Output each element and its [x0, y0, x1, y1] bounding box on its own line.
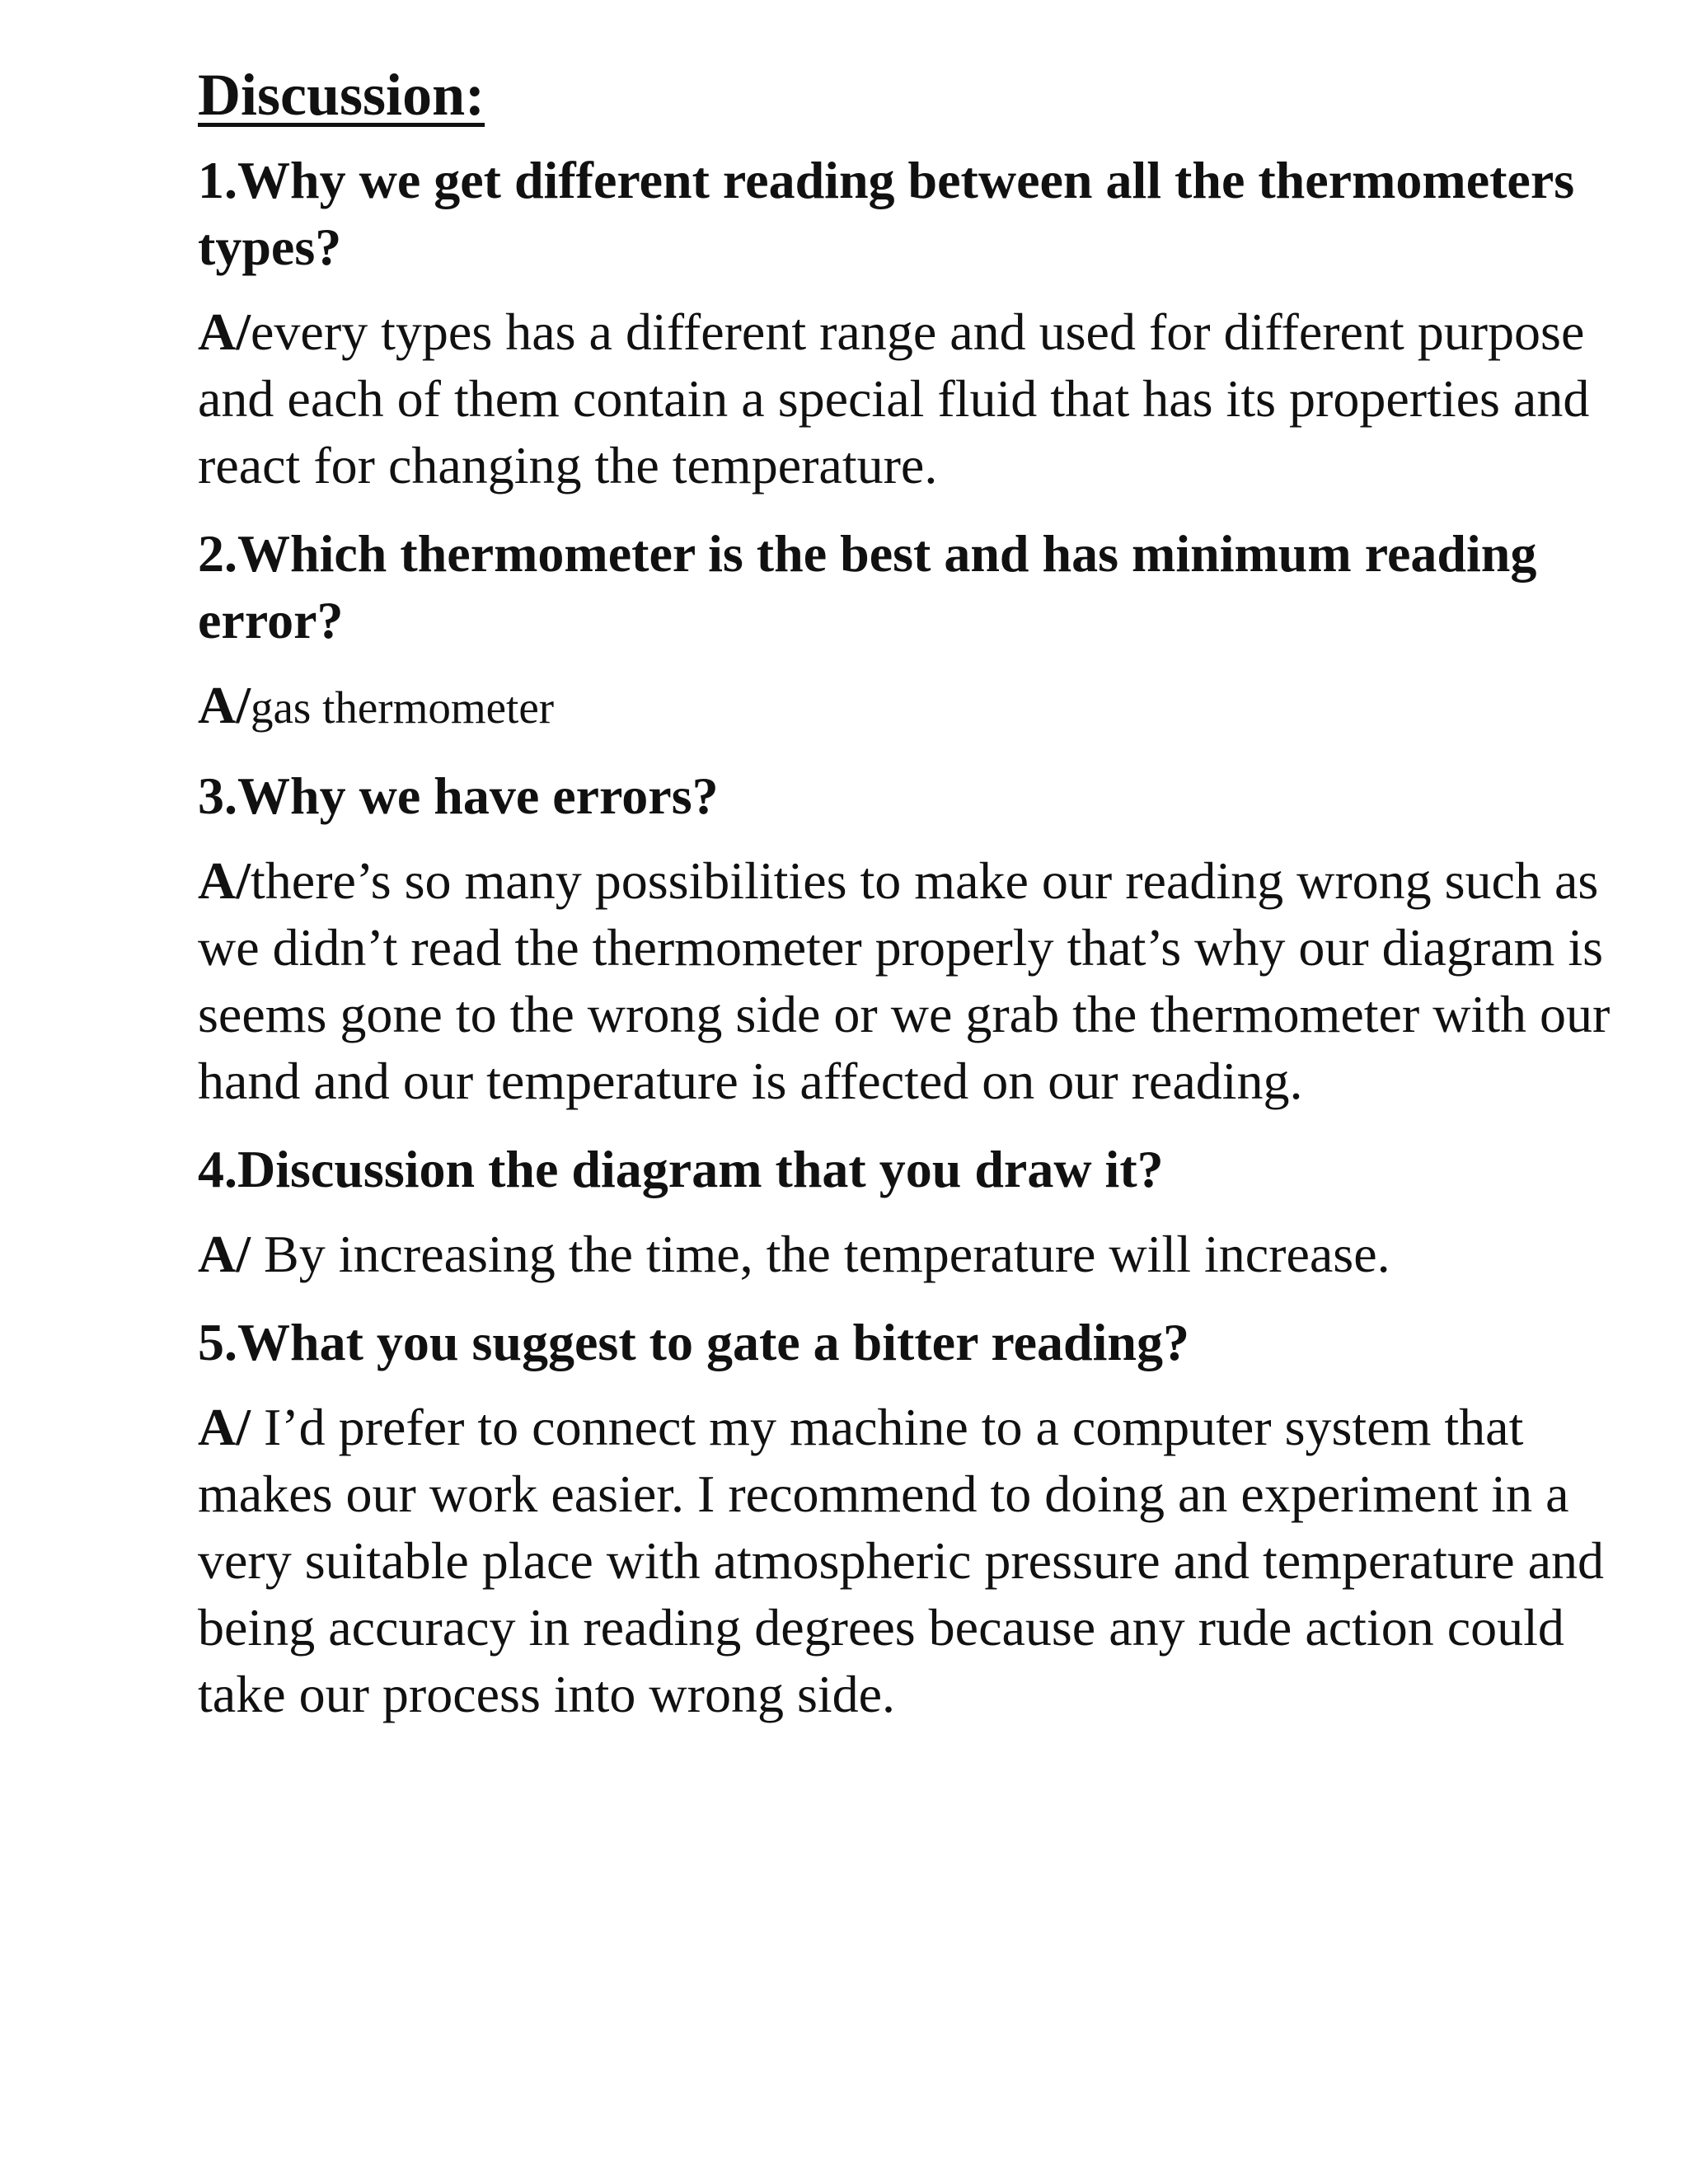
answer-prefix: A/	[198, 1398, 251, 1456]
document-page	[198, 58, 1615, 1749]
answer-prefix: A/	[198, 1225, 251, 1283]
answer-2-text: gas thermometer	[251, 682, 555, 733]
question-1: 1.Why we get different reading between all the thermometers types?	[198, 151, 1575, 276]
answer-3-text: there’s so many possibilities to make our reading wrong such as we didn’t read the thermometer properly that’s why our diagram is seems gone to the wrong side or we grab the thermometer with our hand and our temperature is affected on our reading.	[198, 851, 1611, 1110]
answer-3	[198, 847, 1615, 1114]
answer-1-text: every types has a different range and used for different purpose and each of them contain a special fluid that has its properties and react for changing the temperature.	[198, 302, 1590, 494]
question-5: 5.What you suggest to gate a bitter reading?	[198, 1313, 1189, 1371]
answer-5-text: I’d prefer to connect my machine to a computer system that makes our work easier. I recommend to doing an experiment in a very suitable place with atmospheric pressure and temperature and being accuracy in reading degrees because any rude action could take our process into wrong side.	[198, 1398, 1604, 1723]
answer-1	[198, 298, 1615, 499]
answer-5	[198, 1394, 1615, 1727]
answer-prefix: A/	[198, 302, 251, 361]
question-3: 3.Why we have errors?	[198, 766, 719, 825]
answer-4	[198, 1221, 1615, 1287]
answer-prefix: A/	[198, 676, 251, 734]
answer-2	[198, 672, 1615, 741]
question-4: 4.Discussion the diagram that you draw it?	[198, 1140, 1164, 1198]
question-2: 2.Which thermometer is the best and has minimum reading error?	[198, 524, 1537, 649]
discussion-heading: Discussion:	[198, 62, 485, 128]
answer-4-text: By increasing the time, the temperature will increase.	[251, 1225, 1390, 1283]
answer-prefix: A/	[198, 851, 251, 910]
